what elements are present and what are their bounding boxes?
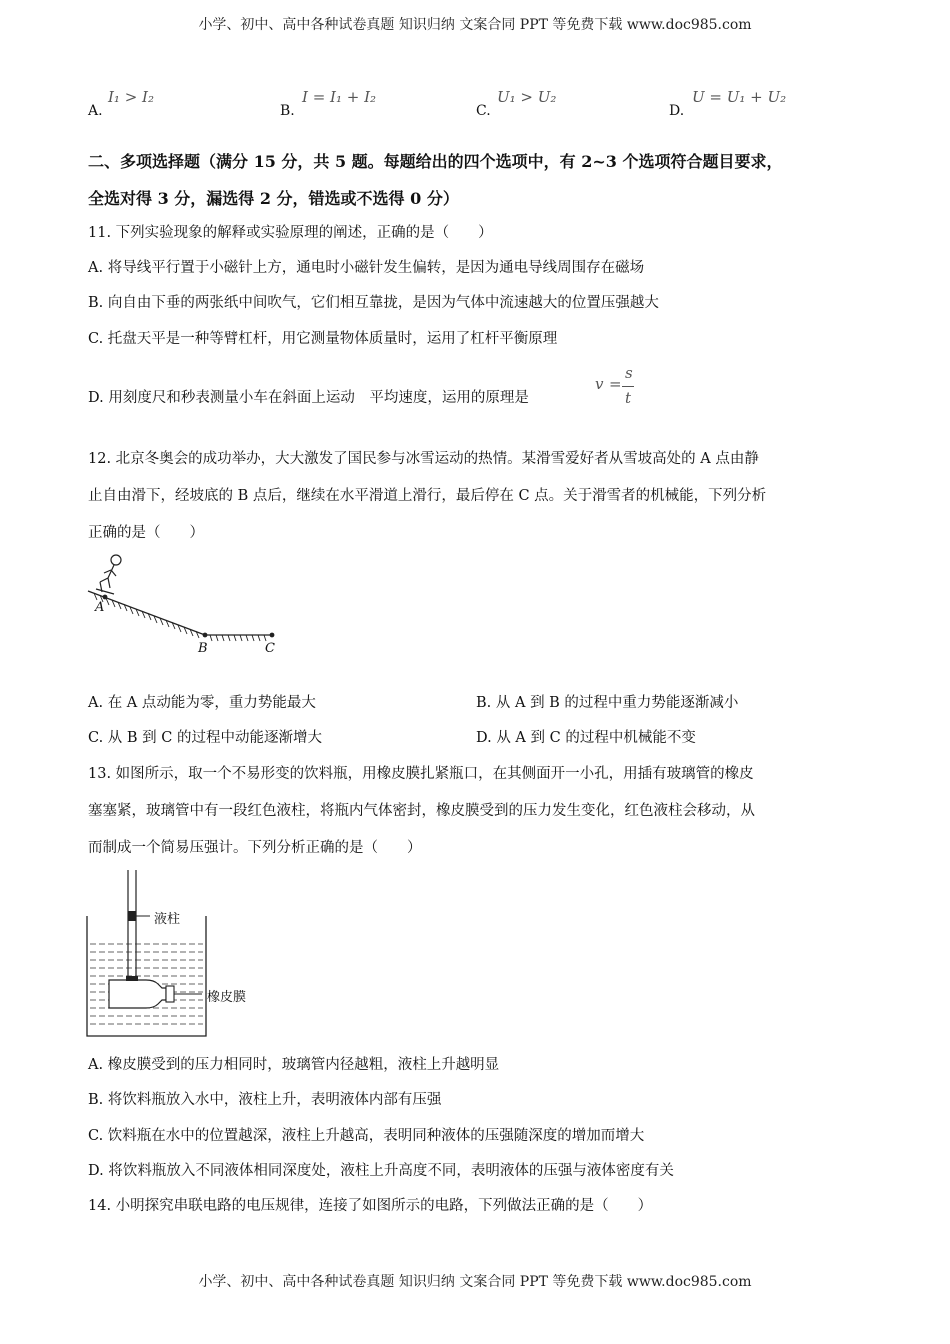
q11-option-b: B. 向自由下垂的两张纸中间吹气，它们相互靠拢，是因为气体中流速越大的位置压强越大 [88, 295, 659, 311]
figure-label-liquid-column: 液柱 [154, 912, 181, 927]
q13-stem-line3: 而制成一个简易压强计。下列分析正确的是（ ） [88, 840, 422, 856]
page-header: 小学、初中、高中各种试卷真题 知识归纳 文案合同 PPT 等免费下载 www.doc985.com [198, 17, 752, 33]
q13-option-b: B. 将饮料瓶放入水中，液柱上升，表明液体内部有压强 [88, 1092, 442, 1108]
point-a [103, 595, 108, 600]
q13-option-d: D. 将饮料瓶放入不同液体相同深度处，液柱上升高度不同，表明液体的压强与液体密度有关 [88, 1163, 674, 1179]
pressure-gauge-figure [84, 866, 264, 1041]
page-footer: 小学、初中、高中各种试卷真题 知识归纳 文案合同 PPT 等免费下载 www.doc985.com [198, 1274, 752, 1290]
q12-option-a: A. 在 A 点动能为零，重力势能最大 [88, 695, 316, 711]
q10-option-a-formula: I₁ > I₂ [108, 88, 154, 106]
q11-formula-eq: = [609, 375, 622, 393]
figure-label-membrane: 橡皮膜 [207, 990, 247, 1005]
q12-stem-line2: 止自由滑下，经坡底的 B 点后，继续在水平滑道上滑行，最后停在 C 点。关于滑雪者的机械能，下列分析 [88, 488, 767, 504]
q10-option-b-formula: I = I₁ + I₂ [302, 88, 377, 106]
q11-option-c: C. 托盘天平是一种等臂杠杆，用它测量物体质量时，运用了杠杆平衡原理 [88, 331, 558, 347]
q13-stem-line2: 塞塞紧，玻璃管中有一段红色液柱，将瓶内气体密封，橡皮膜受到的压力发生变化，红色液柱会移动，从 [88, 803, 755, 819]
section2-heading-line2: 全选对得 3 分，漏选得 2 分，错选或不选得 0 分） [88, 189, 459, 208]
q13-stem-line1: 13. 如图所示，取一个不易形变的饮料瓶，用橡皮膜扎紧瓶口，在其侧面开一小孔，用插有玻璃管的橡皮 [88, 766, 754, 782]
q10-option-b-label: B. [280, 103, 295, 119]
q12-option-c: C. 从 B 到 C 的过程中动能逐渐增大 [88, 730, 322, 746]
point-c [270, 633, 275, 638]
q10-option-c-label: C. [476, 103, 491, 119]
q12-stem-line3: 正确的是（ ） [88, 525, 204, 541]
skier-icon [96, 555, 121, 594]
q11-fraction-bar [622, 386, 634, 387]
q11-formula-v: v [595, 375, 604, 393]
q10-option-d-formula: U = U₁ + U₂ [692, 88, 787, 106]
q14-stem: 14. 小明探究串联电路的电压规律，连接了如图所示的电路，下列做法正确的是（ ） [88, 1198, 653, 1214]
q12-option-d: D. 从 A 到 C 的过程中机械能不变 [476, 730, 696, 746]
q11-stem: 11. 下列实验现象的解释或实验原理的阐述，正确的是（ ） [88, 225, 493, 241]
q12-stem-line1: 12. 北京冬奥会的成功举办，大大激发了国民参与冰雪运动的热情。某滑雪爱好者从雪坡高处的 A 点由静 [88, 451, 759, 467]
q12-option-b: B. 从 A 到 B 的过程中重力势能逐渐减小 [476, 695, 739, 711]
q11-option-a: A. 将导线平行置于小磁针上方，通电时小磁针发生偏转，是因为通电导线周围存在磁场 [88, 260, 645, 276]
figure-label-c: C [265, 641, 275, 656]
q11-formula-numerator: s [625, 364, 633, 382]
q10-option-d-label: D. [669, 103, 685, 119]
q13-option-c: C. 饮料瓶在水中的位置越深，液柱上升越高，表明同种液体的压强随深度的增加而增大 [88, 1128, 645, 1144]
section2-heading-line1: 二、多项选择题（满分 15 分，共 5 题。每题给出的四个选项中，有 2~3 个选项符合题目要求， [88, 152, 783, 171]
point-b [203, 633, 208, 638]
q10-option-c-formula: U₁ > U₂ [497, 88, 557, 106]
figure-label-b: B [198, 641, 208, 656]
figure-label-a: A [95, 600, 105, 615]
q11-formula-denominator: t [625, 389, 632, 407]
q11-option-d: D. 用刻度尺和秒表测量小车在斜面上运动 平均速度，运用的原理是 [88, 390, 529, 406]
q10-option-a-label: A. [88, 103, 103, 119]
q13-option-a: A. 橡皮膜受到的压力相同时，玻璃管内径越粗，液柱上升越明显 [88, 1057, 500, 1073]
